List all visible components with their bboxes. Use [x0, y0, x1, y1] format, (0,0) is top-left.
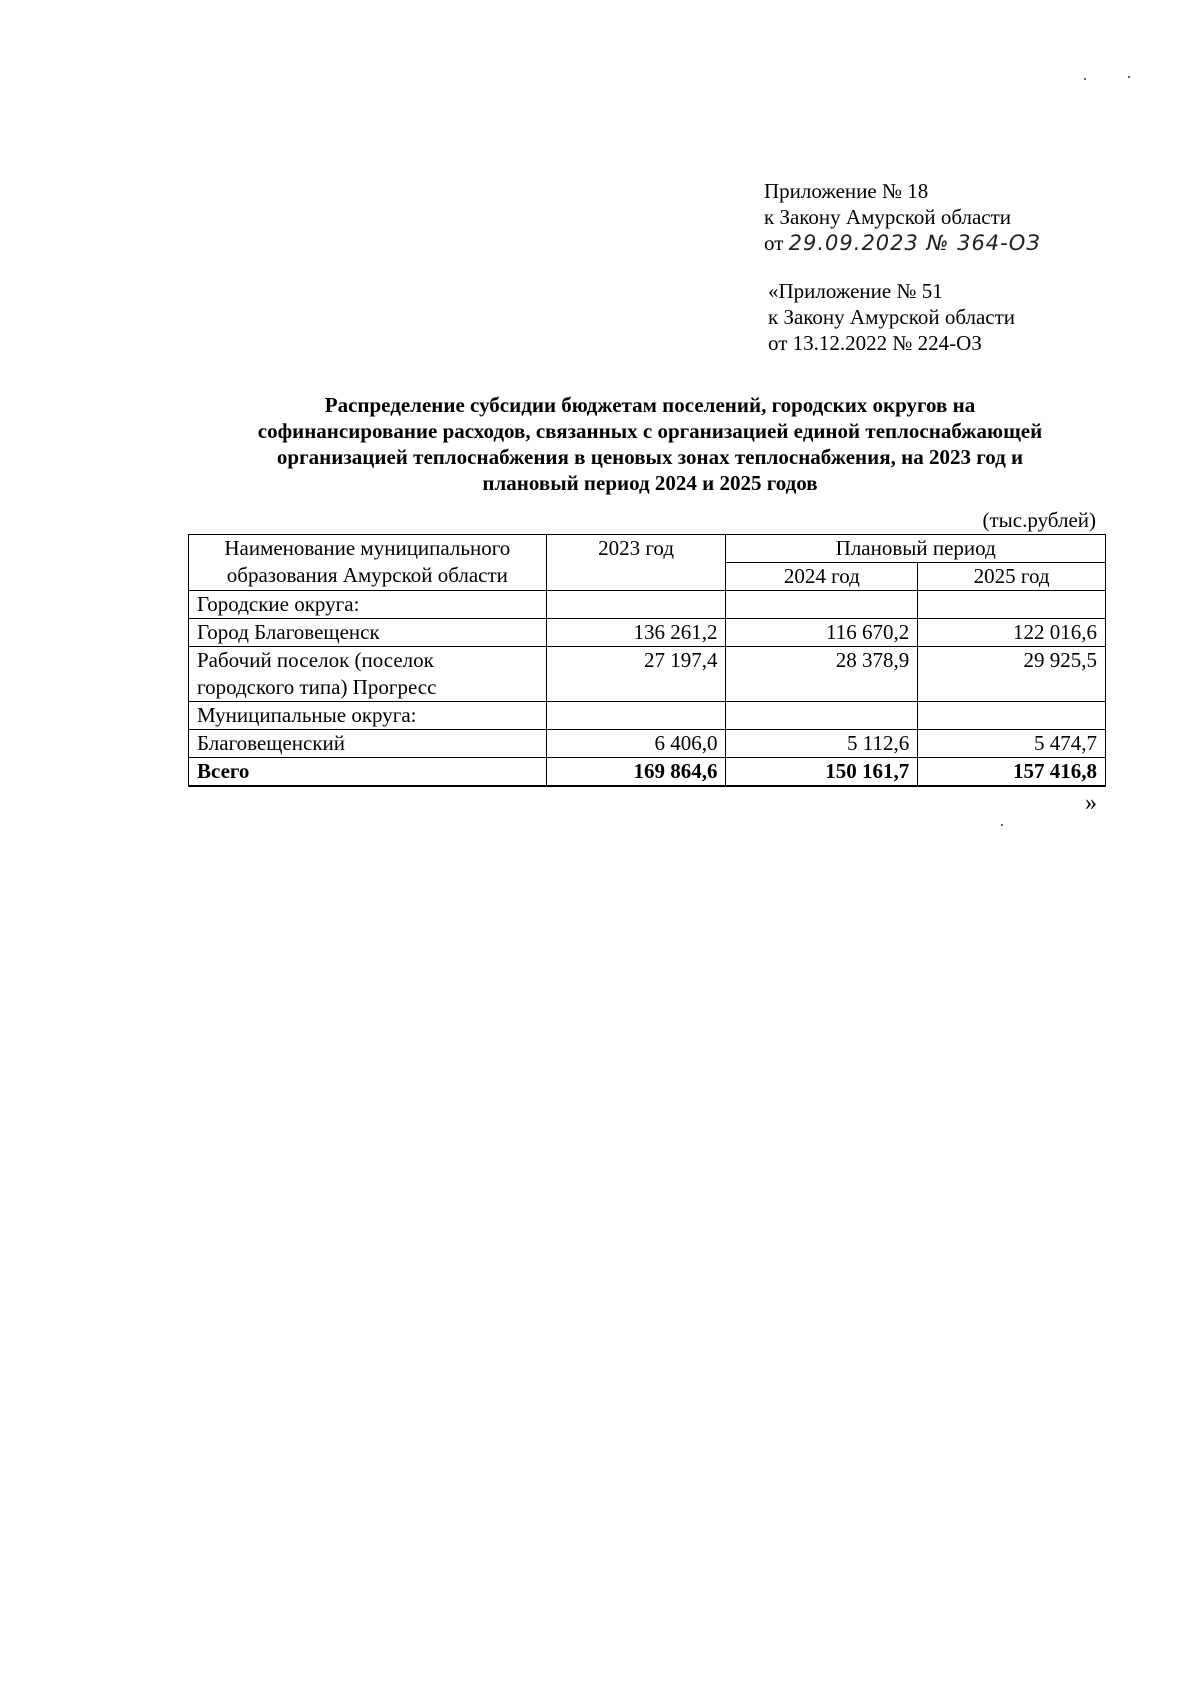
table-header-row	[189, 535, 1106, 563]
value-2023: 27 197,4	[546, 647, 726, 702]
total-label: Всего	[189, 758, 547, 787]
annex-reference-current	[764, 178, 1041, 256]
table-section-row	[189, 702, 1106, 730]
header-2025: 2025 год	[918, 563, 1106, 591]
empty-cell	[918, 591, 1106, 619]
annex-law: к Закону Амурской области	[764, 205, 1012, 229]
annex-reference-original	[768, 278, 1015, 356]
empty-cell	[546, 702, 726, 730]
value-2023: 6 406,0	[546, 730, 726, 758]
section-urban-districts: Городские округа:	[189, 591, 547, 619]
closing-quote: »	[1085, 790, 1097, 816]
scan-speck	[1128, 76, 1130, 78]
table-row	[189, 647, 1106, 702]
row-name: Город Благовещенск	[189, 619, 547, 647]
table-row	[189, 619, 1106, 647]
value-2024: 5 112,6	[726, 730, 918, 758]
title-line: Распределение субсидии бюджетам поселений, городских округов на	[324, 393, 976, 417]
value-2025: 29 925,5	[918, 647, 1106, 702]
annex-date-line	[764, 230, 1041, 256]
table-section-row	[189, 591, 1106, 619]
row-name: Благовещенский	[189, 730, 547, 758]
empty-cell	[726, 702, 918, 730]
annex-law: к Закону Амурской области	[768, 305, 1016, 329]
total-2025: 157 416,8	[918, 758, 1106, 787]
table-row	[189, 730, 1106, 758]
header-name-line: образования Амурской области	[226, 563, 508, 587]
header-name-line: Наименование муниципального	[224, 536, 511, 560]
total-2024: 150 161,7	[726, 758, 918, 787]
handwritten-date-number: 29.09.2023 № 364-ОЗ	[788, 231, 1041, 255]
annex-number: «Приложение № 51	[768, 279, 943, 303]
value-2024: 28 378,9	[726, 647, 918, 702]
header-planned-period: Плановый период	[726, 535, 1106, 563]
row-name	[189, 647, 547, 702]
header-2023: 2023 год	[546, 535, 726, 591]
title-line: софинансирование расходов, связанных с организацией единой теплоснабжающей	[257, 419, 1043, 443]
scan-speck	[1084, 78, 1086, 80]
document-title	[190, 392, 1110, 496]
table-total-row	[189, 758, 1106, 787]
value-2024: 116 670,2	[726, 619, 918, 647]
title-line: организацией теплоснабжения в ценовых зонах теплоснабжения, на 2023 год и	[276, 445, 1024, 469]
empty-cell	[726, 591, 918, 619]
value-2025: 122 016,6	[918, 619, 1106, 647]
value-2025: 5 474,7	[918, 730, 1106, 758]
value-2023: 136 261,2	[546, 619, 726, 647]
annex-date-prefix: от	[764, 231, 784, 255]
section-municipal-districts: Муниципальные округа:	[189, 702, 547, 730]
annex-date-line: от 13.12.2022 № 224-ОЗ	[768, 331, 982, 355]
empty-cell	[546, 591, 726, 619]
scan-speck	[1001, 824, 1003, 826]
subsidy-table	[188, 534, 1106, 787]
header-2024: 2024 год	[726, 563, 918, 591]
title-line: плановый период 2024 и 2025 годов	[482, 471, 818, 495]
row-name-line: городского типа) Прогресс	[197, 675, 437, 699]
empty-cell	[918, 702, 1106, 730]
total-2023: 169 864,6	[546, 758, 726, 787]
unit-label: (тыс.рублей)	[982, 508, 1096, 532]
header-name	[189, 535, 547, 591]
annex-number: Приложение № 18	[764, 179, 929, 203]
row-name-line: Рабочий поселок (поселок	[197, 648, 434, 672]
